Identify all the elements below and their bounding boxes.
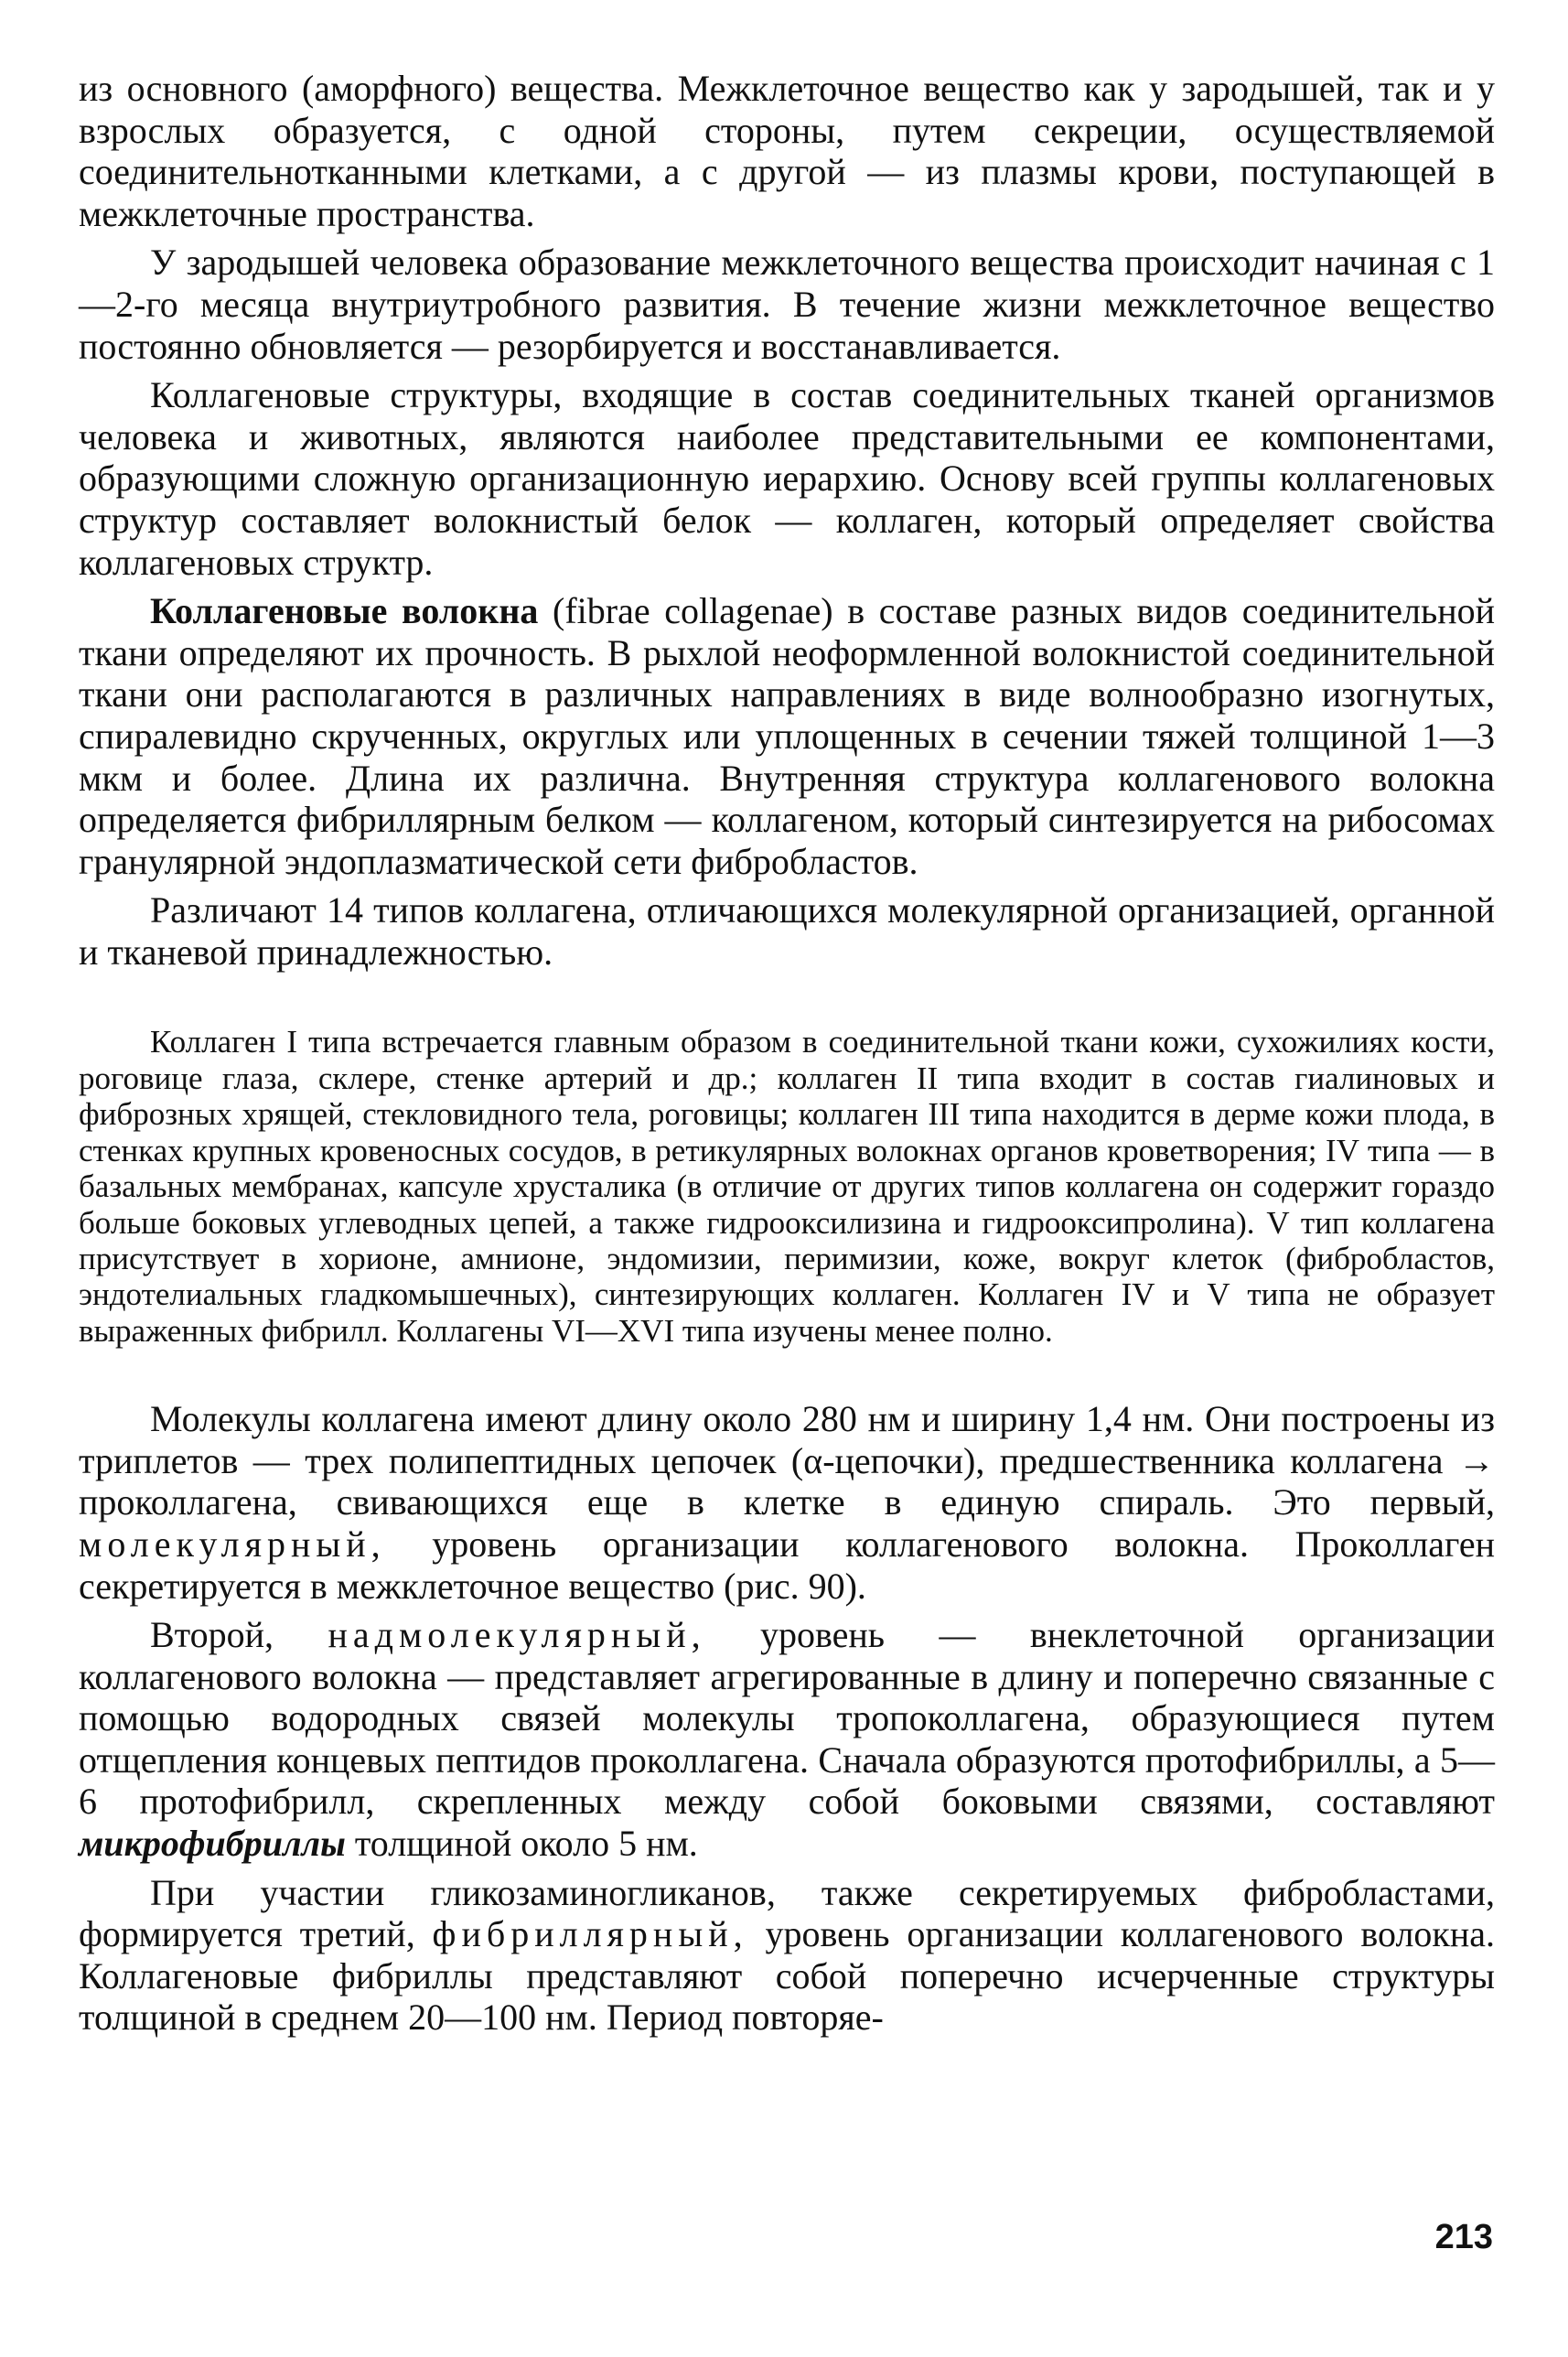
paragraph-8-part-b: уровень — внеклеточной организации коллагенового волокна — представляет агрегированные в длину и поперечно связанные с помощью водородных связей молекулы тропоколлагена, образующиеся путем отщепления концевых пептидов проколлагена. Сначала образуются протофибриллы, а 5—6 протофибрилл, скрепленных между собой боковыми связями, составляют xyxy=(79,1614,1496,1823)
paragraph-7-part-a: Молекулы коллагена имеют длину около 280 нм и ширину 1,4 нм. Они построены из триплетов — трех полипептидных цепочек (α-цепочки), предшественника коллагена → проколлагена, свивающихся еще в клетке в единую спираль. Это первый, xyxy=(79,1398,1495,1523)
term-fibrillar: фибриллярный, xyxy=(432,1913,748,1955)
term-collagen-fibers: Коллагеновые волокна xyxy=(150,590,539,632)
term-molecular: молекулярный, xyxy=(79,1523,386,1565)
term-supramolecular: надмолекулярный, xyxy=(328,1614,706,1656)
paragraph-2: У зародышей человека образование межклеточного вещества происходит начиная с 1—2-го месяца внутриутробного развития. В течение жизни межклеточное вещество постоянно обновляется — резорбируется и восстанавливается. xyxy=(79,242,1495,367)
small-print-note: Коллаген I типа встречается главным образом в соединительной ткани кожи, сухожилиях кости, роговице глаза, склере, стенке артерий и др.; коллаген II типа входит в состав гиалиновых и фиброзных хрящей, стекловидного тела, роговицы; коллаген III типа находится в дерме кожи плода, в стенках крупных кровеносных сосудов, в ретикулярных волокнах органов кроветворения; IV типа — в базальных мембранах, капсуле хрусталика (в отличие от других типов коллагена он содержит гораздо больше боковых углеводных цепей, а также гидрооксилизина и гидрооксипролина). V тип коллагена присутствует в хорионе, амнионе, эндомизии, перимизии, коже, вокруг клеток (фибробластов, эндотелиальных гладкомышечных), синтезирующих коллаген. Коллаген IV и V типа не образует выраженных фибрилл. Коллагены VI—XVI типа изучены менее полно. xyxy=(79,1024,1495,1349)
paragraph-7-part-b: уровень организации коллагенового волокна. Проколлаген секретируется в межклеточное вещество (рис. 90). xyxy=(79,1523,1495,1607)
paragraph-9-part-a: При участии гликозаминогликанов, также секретируемых фибробластами, формируется третий, xyxy=(79,1871,1495,1955)
paragraph-9 xyxy=(79,1872,1495,2039)
page-number: 213 xyxy=(1434,2218,1493,2256)
paragraph-3: Коллагеновые структуры, входящие в состав соединительных тканей организмов человека и животных, являются наиболее представительными ее компонентами, образующими сложную организационную иерархию. Основу всей группы коллагеновых структур составляет волокнистый белок — коллаген, который определяет свойства коллагеновых структр. xyxy=(79,374,1495,583)
paragraph-8-part-a: Второй, xyxy=(150,1614,328,1656)
paragraph-9-part-b: уровень организации коллагенового волокна. Коллагеновые фибриллы представляют собой поперечно исчерченные структуры толщиной в среднем 20—100 нм. Период повторяе- xyxy=(79,1913,1495,2039)
paragraph-4 xyxy=(79,590,1495,882)
paragraph-8 xyxy=(79,1614,1495,1865)
paragraph-5: Различают 14 типов коллагена, отличающихся молекулярной организацией, органной и тканевой принадлежностью. xyxy=(79,889,1495,973)
term-microfibrils: микрофибриллы xyxy=(79,1823,346,1865)
paragraph-7 xyxy=(79,1398,1495,1607)
paragraph-1: из основного (аморфного) вещества. Межклеточное вещество как у зародышей, так и у взрослых образуется, с одной стороны, путем секреции, осуществляемой соединительнотканными клетками, а с другой — из плазмы крови, поступающей в межклеточные пространства. xyxy=(79,68,1495,234)
paragraph-8-part-c: толщиной около 5 нм. xyxy=(345,1823,698,1865)
paragraph-4-body: (fibrae collagenae) в составе разных видов соединительной ткани определяют их прочность. В рыхлой неоформленной волокнистой соединительной ткани они располагаются в различных направлениях в виде волнообразно изогнутых, спиралевидно скрученных, округлых или уплощенных в сечении тяжей толщиной 1—3 мкм и более. Длина их различна. Внутренняя структура коллагенового волокна определяется фибриллярным белком — коллагеном, который синтезируется на рибосомах гранулярной эндоплазматической сети фибробластов. xyxy=(79,590,1496,882)
text-column xyxy=(79,68,1495,2039)
